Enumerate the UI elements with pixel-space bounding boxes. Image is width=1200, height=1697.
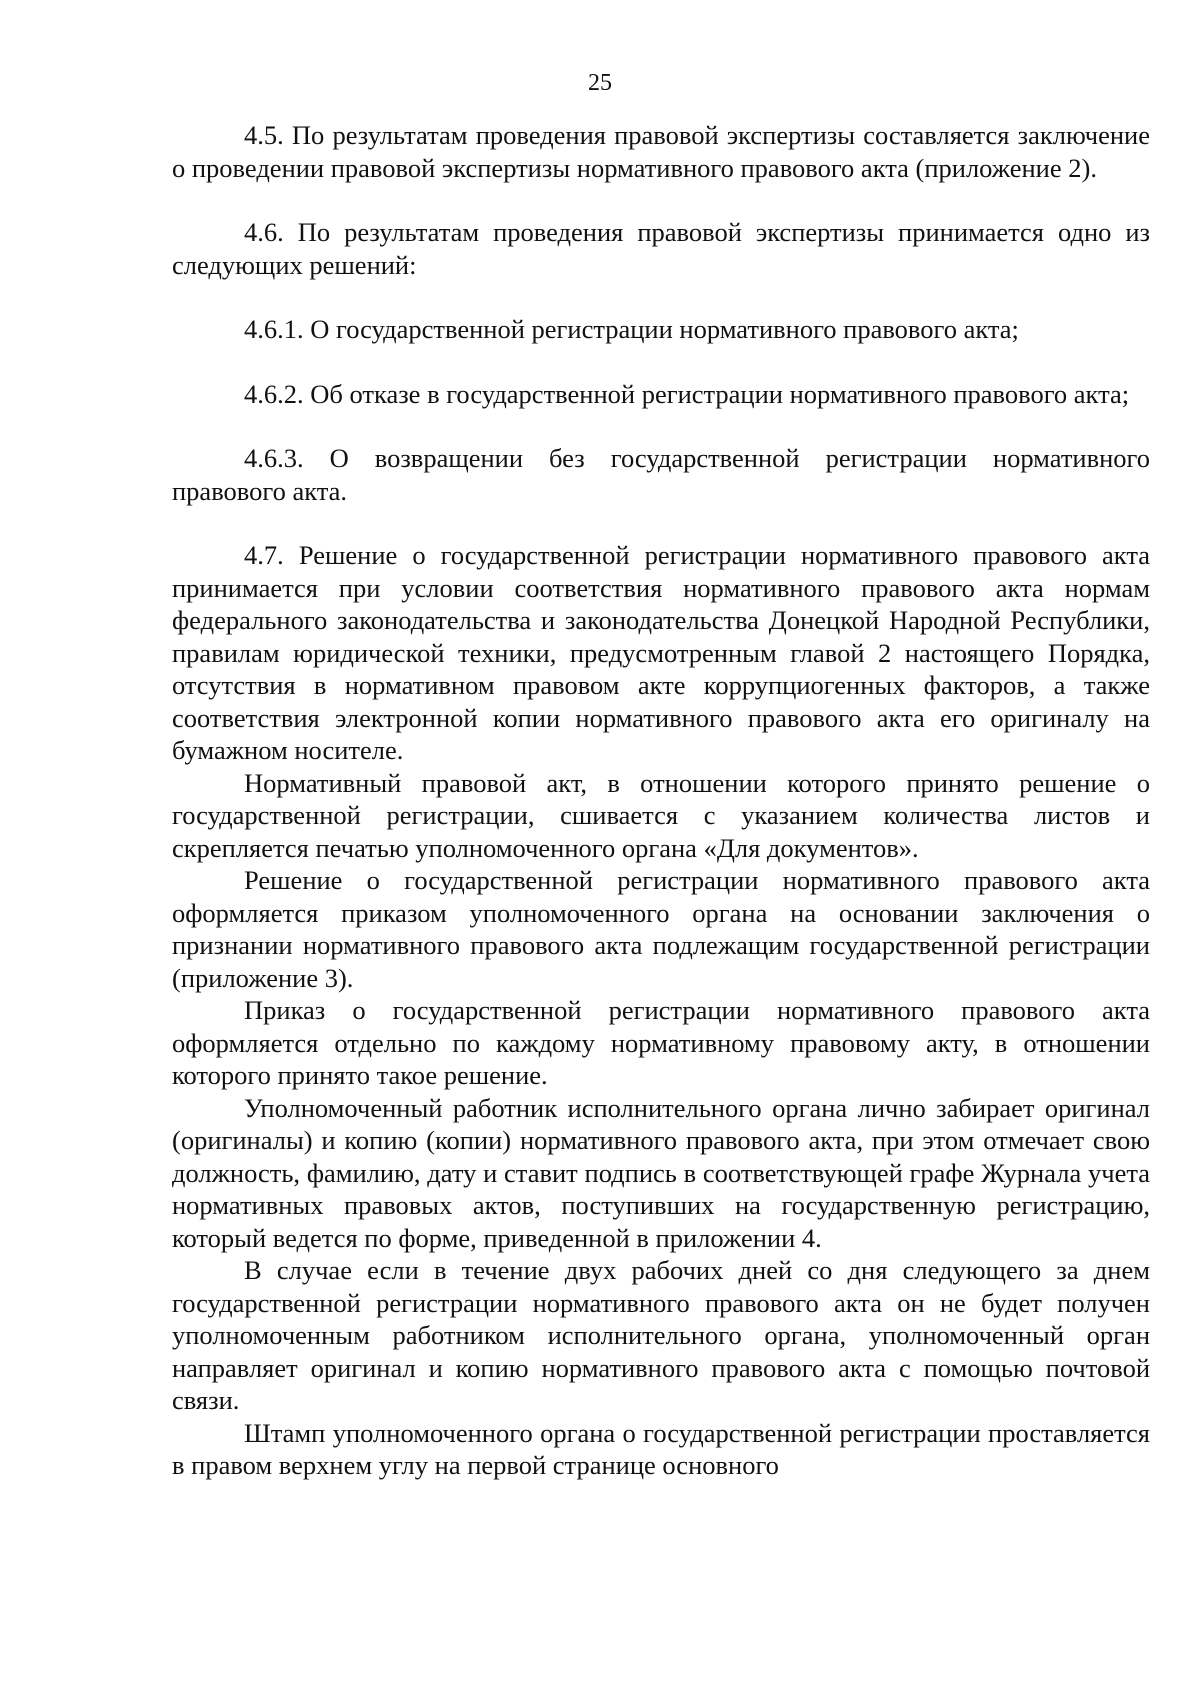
paragraph-4-7-pickup: Уполномоченный работник исполнительного органа лично забирает оригинал (оригиналы) и копию (копии) нормативного правового акта, при этом отмечает свою должность, фамилию, дату и ставит подпись в соответствующей графе Журнала учета нормативных правовых актов, поступивших на государственную регистрацию, который ведется по форме, приведенной в приложении 4. (172, 1092, 1150, 1253)
paragraph-4-7-separate-order: Приказ о государственной регистрации нормативного правового акта оформляется отдельно по каждому нормативному правовому акту, в отношении которого принято такое решение. (172, 995, 1150, 1090)
paragraph-4-5: 4.5. По результатам проведения правовой экспертизы составляется заключение о проведении правовой экспертизы нормативного правового акта (приложение 2). (172, 120, 1150, 183)
page-number: 25 (588, 70, 612, 96)
paragraph-4-6: 4.6. По результатам проведения правовой экспертизы принимается одно из следующих решений: (172, 217, 1150, 280)
paragraph-4-7-postal: В случае если в течение двух рабочих дней со дня следующего за днем государственной регистрации нормативного правового акта он не будет получен уполномоченным работником исполнительного органа, уполномоченный орган направляет оригинал и копию нормативного правового акта с помощью почтовой связи. (172, 1255, 1150, 1415)
paragraph-4-7-stamp: Штамп уполномоченного органа о государственной регистрации проставляется в правом верхнем углу на первой странице основного (172, 1417, 1150, 1480)
paragraph-4-7-order: Решение о государственной регистрации нормативного правового акта оформляется приказом уполномоченного органа на основании заключения о признании нормативного правового акта подлежащим государственной регистрации (приложение 3). (172, 865, 1150, 993)
paragraph-4-7-binding: Нормативный правовой акт, в отношении которого принято решение о государственной регистрации, сшивается с указанием количества листов и скрепляется печатью уполномоченного органа «Для документов». (172, 767, 1150, 863)
paragraph-4-6-1: 4.6.1. О государственной регистрации нормативного правового акта; (244, 314, 1019, 344)
document-body (172, 119, 1150, 1482)
paragraph-4-6-3: 4.6.3. О возвращении без государственной регистрации нормативного правового акта. (172, 443, 1150, 506)
paragraph-4-6-2: 4.6.2. Об отказе в государственной регистрации нормативного правового акта; (244, 378, 1130, 409)
paragraph-4-7: 4.7. Решение о государственной регистрации нормативного правового акта принимается при условии соответствия нормативного правового акта нормам федерального законодательства и законодательства Донецкой Народной Республики, правилам юридической техники, предусмотренным главой 2 настоящего Порядка, отсутствия в нормативном правовом акте коррупциогенных факторов, а также соответствия электронной копии нормативного правового акта его оригиналу на бумажном носителе. (172, 540, 1150, 765)
